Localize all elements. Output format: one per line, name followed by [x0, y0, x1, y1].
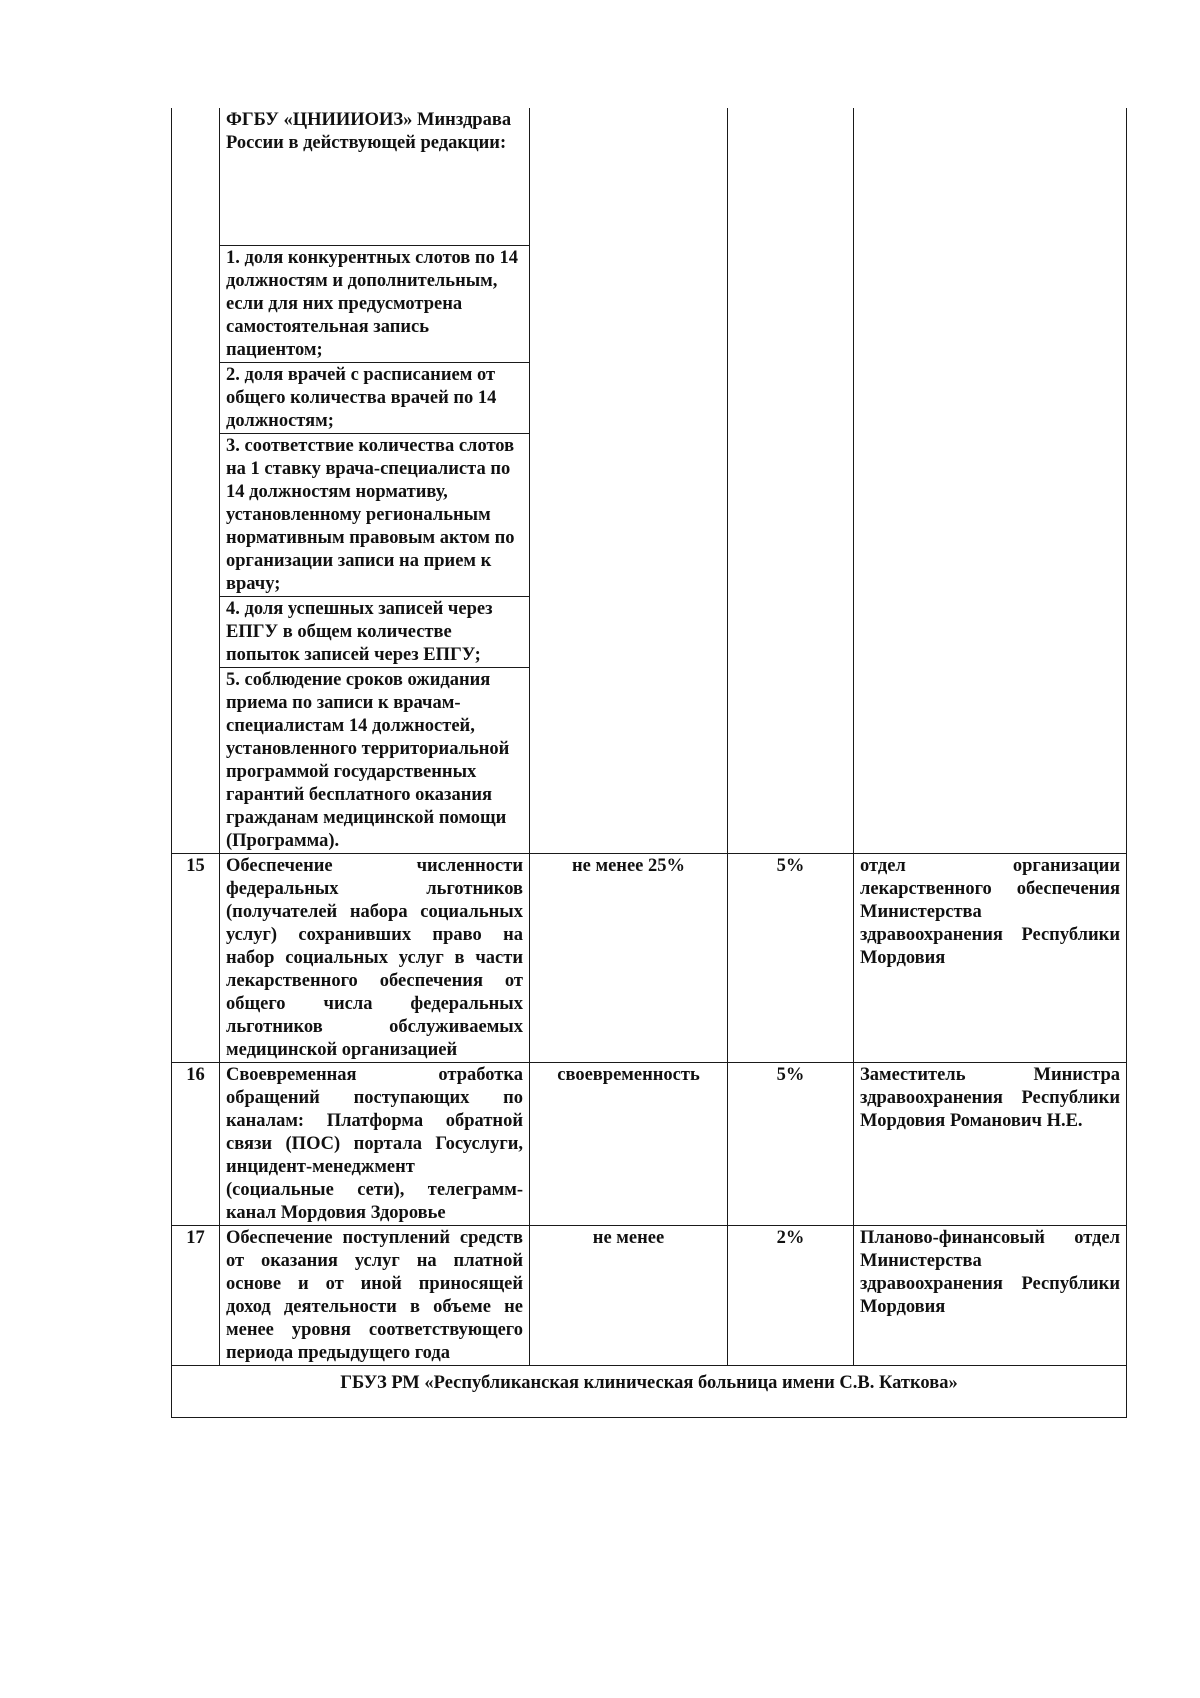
weight-value: 5% [728, 1063, 854, 1226]
responsible-text: Заместитель Министра здравоохранения Республики Мордовия Романович Н.Е. [854, 1063, 1127, 1226]
continuation-header-row [172, 108, 1127, 246]
continuation-weight-cell [728, 108, 854, 854]
institution-header-row [172, 1366, 1127, 1418]
responsible-text: отдел организации лекарственного обеспечения Министерства здравоохранения Республики Мордовия [854, 854, 1127, 1063]
indicators-table [171, 108, 1127, 1418]
row-number: 15 [172, 854, 220, 1063]
responsible-text: Планово-финансовый отдел Министерства здравоохранения Республики Мордовия [854, 1226, 1127, 1366]
row-number: 16 [172, 1063, 220, 1226]
continuation-item-2: 2. доля врачей с расписанием от общего количества врачей по 14 должностям; [220, 363, 530, 434]
continuation-item-1: 1. доля конкурентных слотов по 14 должностям и дополнительным, если для них предусмотрена самостоятельная запись пациентом; [220, 246, 530, 363]
target-value: не менее 25% [530, 854, 728, 1063]
target-value: не менее [530, 1226, 728, 1366]
table-row [172, 1063, 1127, 1226]
continuation-target-cell [530, 108, 728, 854]
target-value: своевременность [530, 1063, 728, 1226]
indicator-text: Обеспечение численности федеральных льготников (получателей набора социальных услуг) сохранивших право на набор социальных услуг в части лекарственного обеспечения от общего числа федеральных льготников обслуживаемых медицинской организацией [220, 854, 530, 1063]
continuation-num-cell [172, 108, 220, 854]
continuation-header-cell [220, 108, 530, 246]
row-number: 17 [172, 1226, 220, 1366]
weight-value: 5% [728, 854, 854, 1063]
continuation-item-3: 3. соответствие количества слотов на 1 ставку врача-специалиста по 14 должностям нормативу, установленному региональным нормативным правовым актом по организации записи на прием к врачу; [220, 434, 530, 597]
table-row [172, 854, 1127, 1063]
table-row [172, 1226, 1127, 1366]
continuation-item-5: 5. соблюдение сроков ожидания приема по записи к врачам-специалистам 14 должностей, установленного территориальной программой государственных гарантий бесплатного оказания гражданам медицинской помощи (Программа). [220, 668, 530, 854]
continuation-header-text: ФГБУ «ЦНИИИОИЗ» Минздрава России в действующей редакции: [226, 110, 512, 153]
continuation-responsible-cell [854, 108, 1127, 854]
institution-title: ГБУЗ РМ «Республиканская клиническая больница имени С.В. Каткова» [172, 1366, 1127, 1418]
indicator-text: Своевременная отработка обращений поступающих по каналам: Платформа обратной связи (ПОС) портала Госуслуги, инцидент-менеджмент (социальные сети), телеграмм-канал Мордовия Здоровье [220, 1063, 530, 1226]
indicator-text: Обеспечение поступлений средств от оказания услуг на платной основе и от иной приносящей доход деятельности в объеме не менее уровня соответствующего периода предыдущего года [220, 1226, 530, 1366]
continuation-item-4: 4. доля успешных записей через ЕПГУ в общем количестве попыток записей через ЕПГУ; [220, 597, 530, 668]
weight-value: 2% [728, 1226, 854, 1366]
